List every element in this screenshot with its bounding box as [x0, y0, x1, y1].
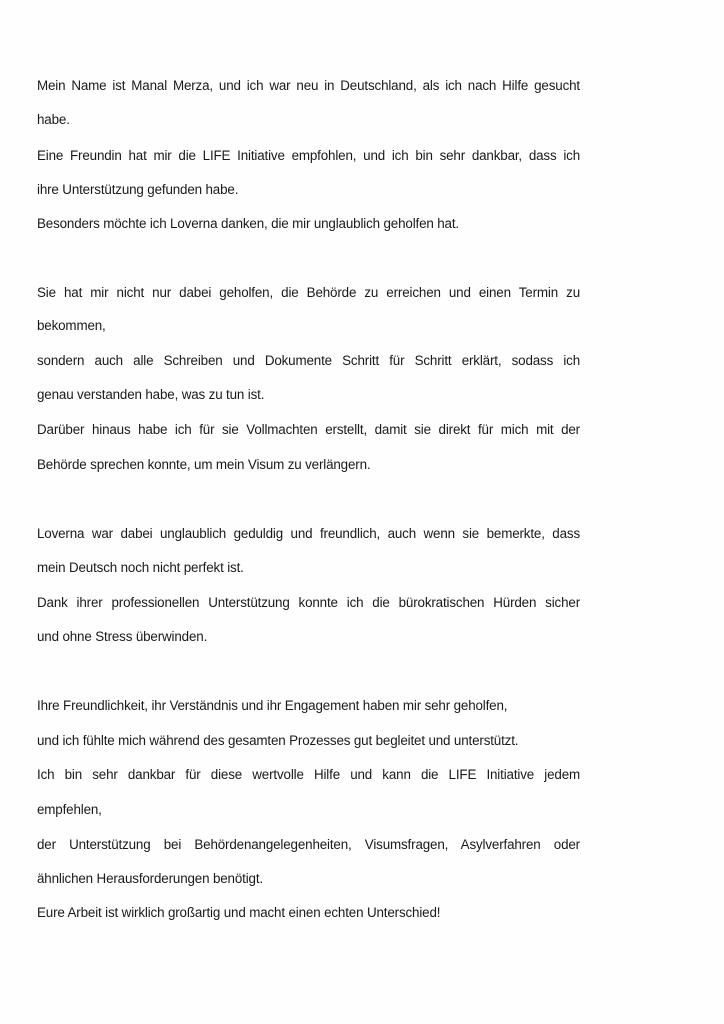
text-line: und ohne Stress überwinden. — [37, 629, 208, 644]
text-line: ähnlichen Herausforderungen benötigt. — [37, 871, 263, 886]
text-line: ihre Unterstützung gefunden habe. — [37, 182, 239, 197]
text-line: sondern auch alle Schreiben und Dokumente Schritt für Schritt erklärt, sodass ich — [37, 353, 580, 368]
text-line: Dank ihrer professionellen Unterstützung konnte ich die bürokratischen Hürden sicher — [37, 595, 580, 610]
text-line: mein Deutsch noch nicht perfekt ist. — [37, 560, 244, 575]
text-line: empfehlen, — [37, 802, 102, 817]
text-line: Behörde sprechen konnte, um mein Visum zu verlängern. — [37, 457, 371, 472]
text-line: bekommen, — [37, 318, 106, 333]
text-line: Eine Freundin hat mir die LIFE Initiative empfohlen, und ich bin sehr dankbar, dass ich — [37, 148, 580, 163]
text-line: Mein Name ist Manal Merza, und ich war neu in Deutschland, als ich nach Hilfe gesucht — [37, 78, 580, 93]
text-line: Ihre Freundlichkeit, ihr Verständnis und ihr Engagement haben mir sehr geholfen, — [37, 698, 508, 713]
text-line: der Unterstützung bei Behördenangelegenheiten, Visumsfragen, Asylverfahren oder — [37, 837, 580, 852]
text-line: habe. — [37, 112, 70, 127]
text-line: Ich bin sehr dankbar für diese wertvolle Hilfe und kann die LIFE Initiative jedem — [37, 767, 580, 782]
text-line: Eure Arbeit ist wirklich großartig und macht einen echten Unterschied! — [37, 905, 441, 920]
text-line: und ich fühlte mich während des gesamten Prozesses gut begleitet und unterstützt. — [37, 733, 519, 748]
text-line: Loverna war dabei unglaublich geduldig und freundlich, auch wenn sie bemerkte, dass — [37, 526, 580, 541]
text-line: Darüber hinaus habe ich für sie Vollmachten erstellt, damit sie direkt für mich mit der — [37, 422, 580, 437]
text-line: genau verstanden habe, was zu tun ist. — [37, 387, 265, 402]
text-line: Sie hat mir nicht nur dabei geholfen, die Behörde zu erreichen und einen Termin zu — [37, 285, 580, 300]
text-line: Besonders möchte ich Loverna danken, die mir unglaublich geholfen hat. — [37, 216, 459, 231]
